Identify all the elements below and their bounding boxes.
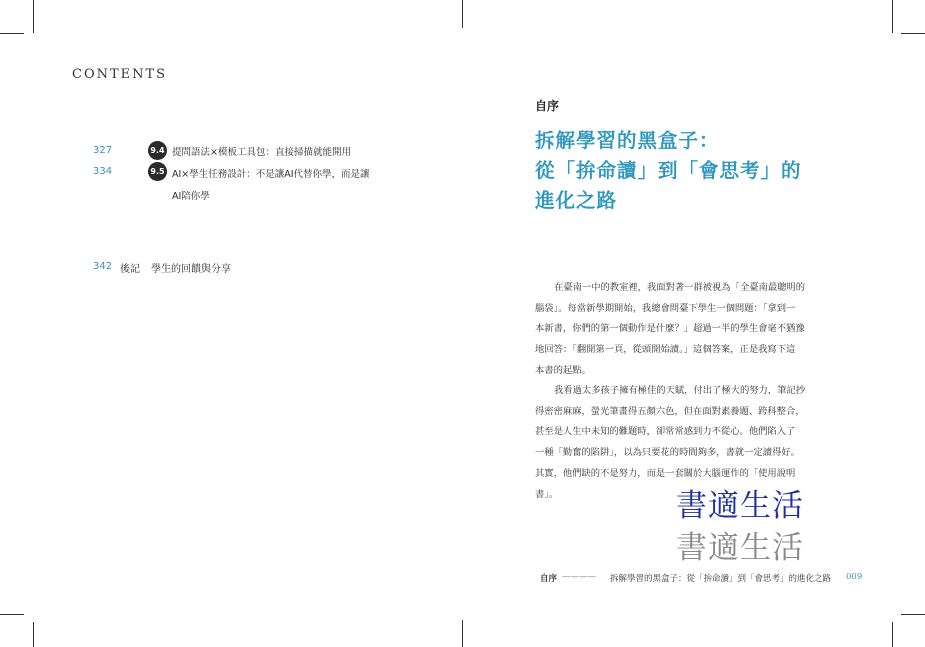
toc-chapter-badge: 9.5	[148, 162, 167, 181]
body-paragraph	[535, 278, 805, 382]
chapter-title-line: 進化之路	[535, 189, 618, 212]
watermark-text: 書適生活	[676, 488, 804, 524]
page-number: 009	[846, 572, 863, 582]
body-text-line: 我看過太多孩子擁有極佳的天賦，付出了極大的努力，筆記抄	[554, 385, 806, 396]
toc-entry-text-continued: AI陪你學	[172, 191, 210, 202]
toc-entry-text: AI×學生任務設計：不是讓AI代替你學，而是讓	[172, 169, 370, 180]
toc-entry-text: 學生的回饋與分享	[151, 264, 231, 275]
body-text-line: 腦袋」。每當新學期開始，我總會問臺下學生一個問題：「拿到一	[535, 302, 796, 314]
toc-chapter-badge: 9.4	[148, 141, 167, 160]
crop-mark	[33, 0, 34, 33]
crop-mark	[892, 0, 893, 33]
body-text-line: 本新書，你們的第一個動作是什麼？」超過一半的學生會毫不猶豫	[535, 323, 805, 335]
toc-entry-text: 提問語法×模板工具包：直接掃描就能開用	[172, 147, 351, 158]
running-footer-title: 拆解學習的黑盒子：從「拚命讀」到「會思考」的進化之路	[610, 574, 832, 584]
body-text-line: 本書的起點。	[535, 364, 591, 376]
crop-mark	[0, 33, 24, 34]
toc-page-number: 334	[93, 166, 113, 177]
crop-mark	[462, 620, 463, 647]
body-text-line: 在臺南一中的教室裡，我面對著一群被視為「全臺南最聰明的	[554, 282, 806, 293]
crop-mark	[0, 614, 24, 615]
body-text-line: 其實，他們缺的不是努力，而是一套關於大腦運作的「使用說明	[535, 467, 796, 479]
crop-mark	[901, 614, 925, 615]
toc-page-number: 342	[93, 261, 113, 272]
body-text-line: 甚至是人生中未知的難題時，卻常常感到力不從心。他們陷入了	[535, 426, 796, 438]
body-text-line: 書」。	[535, 488, 559, 500]
chapter-title-line: 拆解學習的黑盒子：	[535, 129, 720, 152]
crop-mark	[462, 0, 463, 28]
crop-mark	[901, 33, 925, 34]
toc-page-number: 327	[93, 145, 113, 156]
running-footer-dash: ————	[562, 572, 596, 582]
body-text-line: 地回答：「翻開第一頁，從頭開始讀。」這個答案，正是我寫下這	[535, 344, 796, 356]
running-footer-label: 自序	[540, 574, 558, 584]
watermark-text: 書適生活	[676, 530, 804, 566]
crop-mark	[892, 622, 893, 647]
chapter-title-line: 從「拚命讀」到「會思考」的	[535, 159, 802, 182]
body-text-line: 得密密麻麻，螢光筆畫得五顏六色，但在面對素養題、跨科整合，	[535, 405, 805, 417]
toc-entry-label: 後記	[120, 264, 140, 275]
crop-mark	[33, 622, 34, 647]
body-text-line: 一種「勤奮的陷阱」，以為只要花的時間夠多，書就一定讀得好。	[535, 447, 800, 459]
section-label: 自序	[535, 99, 560, 113]
contents-heading: CONTENTS	[72, 67, 168, 82]
